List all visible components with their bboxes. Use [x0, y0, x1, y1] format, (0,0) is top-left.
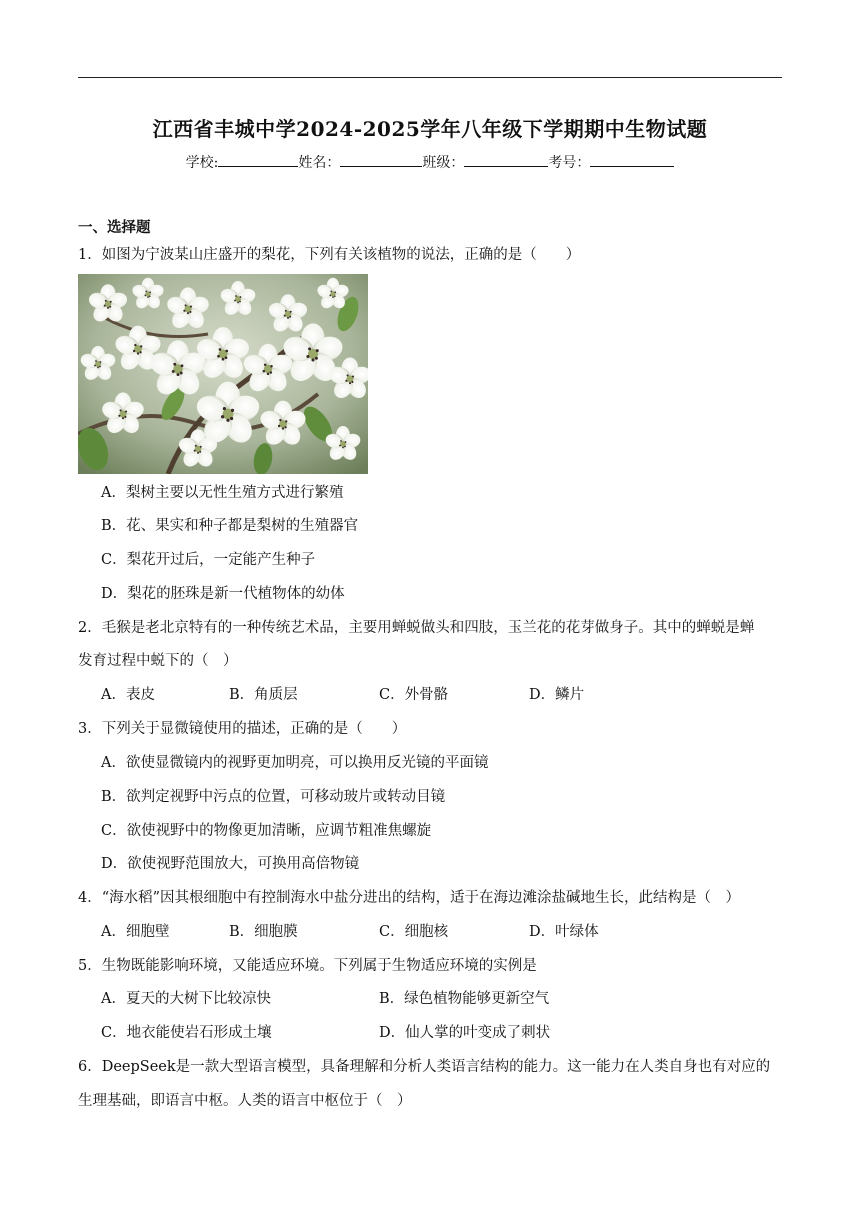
- header-rule: [78, 77, 782, 78]
- question-1-option-b: B．花、果实和种子都是梨树的生殖器官: [101, 518, 359, 534]
- question-2-stem-line-2: 发育过程中蜕下的（ ）: [78, 653, 238, 669]
- question-3-stem: 3．下列关于显微镜使用的描述，正确的是（ ）: [78, 721, 407, 737]
- student-info-line: [0, 151, 860, 172]
- question-5-stem: 5．生物既能影响环境，又能适应环境。下列属于生物适应环境的实例是: [78, 958, 537, 974]
- question-4-option-c: C．细胞核: [379, 924, 449, 940]
- question-6-stem-line-1: 6．DeepSeek是一款大型语言模型，具备理解和分析人类语言结构的能力。这一能力在人类自身也有对应的: [78, 1059, 771, 1075]
- question-3-option-b: B．欲判定视野中污点的位置，可移动玻片或转动目镜: [101, 789, 446, 805]
- exam-number-blank[interactable]: [590, 151, 674, 167]
- question-2-option-a: A．表皮: [101, 687, 155, 703]
- section-heading: 一、选择题: [78, 219, 151, 236]
- name-label: 姓名：: [298, 155, 341, 171]
- question-6-stem-line-2: 生理基础，即语言中枢。人类的语言中枢位于（ ）: [78, 1093, 412, 1109]
- question-3-option-a: A．欲使显微镜内的视野更加明亮，可以换用反光镜的平面镜: [101, 755, 489, 771]
- name-blank[interactable]: [340, 151, 422, 167]
- question-4-option-d: D．叶绿体: [529, 924, 599, 940]
- question-5-option-c: C．地衣能使岩石形成土壤: [101, 1025, 272, 1041]
- question-3-option-d: D．欲使视野范围放大，可换用高倍物镜: [101, 856, 360, 872]
- question-5-option-d: D．仙人掌的叶变成了刺状: [379, 1025, 551, 1041]
- question-1-option-d: D．梨花的胚珠是新一代植物体的幼体: [101, 586, 345, 602]
- question-2-option-c: C．外骨骼: [379, 687, 449, 703]
- question-4-option-b: B．细胞膜: [229, 924, 298, 940]
- question-5-option-a: A．夏天的大树下比较凉快: [101, 991, 271, 1007]
- question-1-option-a: A．梨树主要以无性生殖方式进行繁殖: [101, 485, 344, 501]
- question-1-stem: 1．如图为宁波某山庄盛开的梨花，下列有关该植物的说法，正确的是（ ）: [78, 247, 581, 263]
- school-blank[interactable]: [218, 151, 298, 167]
- school-label: 学校:: [185, 155, 219, 171]
- question-1-option-c: C．梨花开过后，一定能产生种子: [101, 552, 316, 568]
- exam-number-label: 考号：: [548, 155, 591, 171]
- question-5-option-b: B．绿色植物能够更新空气: [379, 991, 550, 1007]
- class-label: 班级：: [422, 155, 465, 171]
- question-3-option-c: C．欲使视野中的物像更加清晰，应调节粗准焦螺旋: [101, 823, 432, 839]
- question-2-stem-line-1: 2．毛猴是老北京特有的一种传统艺术品，主要用蝉蜕做头和四肢，玉兰花的花芽做身子。其中的蝉蜕是蝉: [78, 620, 755, 636]
- question-4-option-a: A．细胞壁: [101, 924, 170, 940]
- exam-title: 江西省丰城中学2024-2025学年八年级下学期期中生物试题: [152, 117, 708, 141]
- question-2-option-b: B．角质层: [229, 687, 298, 703]
- question-2-option-d: D．鳞片: [529, 687, 585, 703]
- pear-blossom-photo: [78, 274, 368, 474]
- question-4-stem: 4．“海水稻”因其根细胞中有控制海水中盐分进出的结构，适于在海边滩涂盐碱地生长，此结构是（ ）: [78, 890, 741, 906]
- class-blank[interactable]: [464, 151, 548, 167]
